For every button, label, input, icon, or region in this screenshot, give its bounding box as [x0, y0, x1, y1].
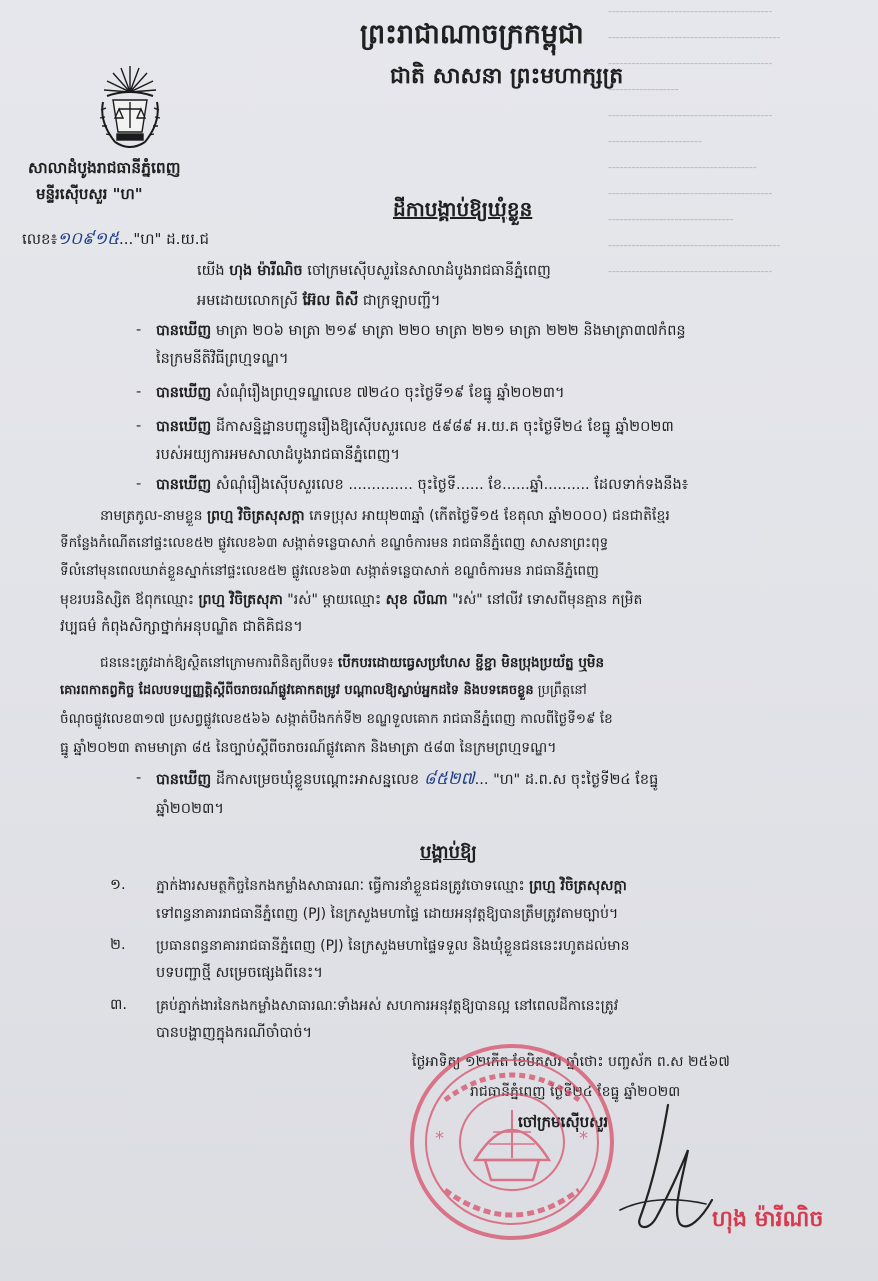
- seen-item-4: បានឃើញ សំណុំរឿងស៊ើបសួរលេខ .............. ចុះថ្ងៃទី...... ខែ......ឆ្នាំ.......... ដែលទាក់ទងនឹង៖: [156, 477, 689, 493]
- document-title: ដីកាបង្គាប់ឱ្យឃុំខ្លួន: [393, 197, 533, 221]
- court-emblem-icon: [95, 62, 165, 154]
- ref-suffix: "ហ" ដ.យ.ជ: [133, 230, 210, 248]
- order-item-3-line-b: បានបង្ហាញក្នុងករណីចាំបាច់។: [156, 1025, 313, 1041]
- seen-detention-line-1: បានឃើញ ដីកាសម្រេចឃុំខ្លួនបណ្ដោះអាសន្នលេខ ៨៥២៧... "ហ" ដ.ព.ស ចុះថ្ងៃទី២៤ ខែធ្នូ: [156, 769, 659, 789]
- svg-text:*: *: [435, 1128, 444, 1149]
- ref-number: ១០៩១៥: [57, 229, 119, 249]
- reference-line: លេខ៖១០៩១៥..."ហ" ដ.យ.ជ: [22, 229, 210, 249]
- order-item-3-number: ៣.: [110, 997, 127, 1013]
- person-line-1: នាមត្រកូល-នាមខ្លួន ព្រហ្ម វិចិត្រសុសក្តា ភេទប្រុស អាយុ២៣ឆ្នាំ (កើតថ្ងៃទី១៥ ខែតុលា ឆ្នាំ២០០០) ជនជាតិខ្មែរ: [100, 508, 670, 524]
- clerk-name: អ៊ែល ពិសី: [302, 293, 359, 309]
- mother-name: សុខ លីណា: [385, 592, 448, 608]
- charge-line-2: គោរពកាតព្វកិច្ច ដែលបទប្បញ្ញត្តិស្តីពីចរាចរណ៍ផ្លូវគោកតម្រូវ បណ្តាលឱ្យស្លាប់អ្នកដទៃ និងបទគេចខ្លួន ប្រព្រឹត្តនៅ: [60, 683, 587, 698]
- lunar-date: ថ្ងៃអាទិត្យ ១២កើត ខែមិគសិរ ឆ្នាំថោះ បញ្ចស័ក ព.ស ២៥៦៧: [412, 1054, 730, 1070]
- judge-name: ហុង ម៉ារីណិច: [229, 263, 303, 279]
- detention-number: ៨៥២៧: [423, 769, 475, 789]
- seen-item-3-line-b: របស់អយ្យការអមសាលាដំបូងរាជធានីភ្នំពេញ។: [156, 447, 400, 463]
- court-name: សាលាដំបូងរាជធានីភ្នំពេញ: [28, 159, 181, 177]
- solar-date: រាជធានីភ្នំពេញ ថ្ងៃទី២៤ ខែធ្នូ ឆ្នាំ២០២៣: [470, 1084, 681, 1100]
- order-item-1-number: ១.: [110, 877, 126, 893]
- person-line-3: ទីលំនៅមុនពេលឃាត់ខ្លួនស្នាក់នៅផ្ទះលេខ៥២ ផ្លូវលេខ៦៣ សង្កាត់ទន្លេបាសាក់ ខណ្ឌចំការមន រាជធានីភ្នំពេញ: [60, 563, 599, 579]
- order-item-2-line-b: បទបញ្ជាថ្មី សម្រេចផ្សេងពីនេះ។: [156, 965, 323, 981]
- seen-item-2: បានឃើញ សំណុំរឿងព្រហ្មទណ្ឌលេខ ៧២៤០ ចុះថ្ងៃទី១៩ ខែធ្នូ ឆ្នាំ២០២៣។: [156, 385, 565, 401]
- charge-line-1: ជននេះត្រូវដាក់ឱ្យស្ថិតនៅក្រោមការពិនិត្យពីបទ៖ បើកបរដោយធ្វេសប្រហែស ខ្ជីខ្ជា មិនប្រុងប្រយ័ត្ន ឬមិន: [100, 655, 605, 671]
- bullet-dash: -: [136, 770, 142, 786]
- person-line-5: វប្បធម៌ កំពុងសិក្សាថ្នាក់អនុបណ្ឌិត ជាតិគិជន។: [60, 619, 303, 635]
- order-item-3-line-a: គ្រប់ភ្នាក់ងារនៃកងកម្លាំងសាធារណៈទាំងអស់ សហការអនុវត្តឱ្យបានល្អ នៅពេលដីកានេះត្រូវ: [156, 998, 619, 1014]
- father-name: ព្រហ្ម វិចិត្រសុភា: [198, 592, 283, 608]
- ref-prefix: លេខ៖: [22, 230, 58, 248]
- bleed-through-texture: ╌╌╌╌╌╌╌╌╌╌╌╌╌╌╌╌╌╌╌╌╌ ╌╌╌╌╌╌╌╌╌╌╌╌╌╌╌╌╌╌╌╌╌╌ ╌╌╌╌╌╌╌╌╌╌╌╌╌╌╌╌╌╌╌╌╌ ╌╌╌╌╌╌╌╌╌ ╌╌╌╌╌╌╌╌╌╌╌╌╌╌╌╌╌╌╌╌╌ ╌╌╌╌╌╌╌╌╌╌╌╌ ╌╌╌╌╌╌╌╌╌╌╌╌╌╌╌╌╌╌╌ ╌╌╌╌╌╌╌╌╌╌╌╌╌╌╌╌╌╌╌╌╌ ╌╌╌╌╌╌╌╌╌╌╌╌╌╌╌╌ ╌╌╌╌╌╌╌╌╌╌╌╌╌╌╌╌╌╌╌╌╌╌ ╌╌╌╌╌╌╌╌╌╌╌╌╌╌╌╌╌╌╌╌╌: [608, 5, 781, 280]
- order-heading: បង្គាប់ឱ្យ: [420, 842, 477, 863]
- bullet-dash: -: [136, 476, 142, 492]
- accused-name: ព្រហ្ម វិចិត្រសុសក្តា: [207, 508, 305, 524]
- person-line-2: ទីកន្លែងកំណើតនៅផ្ទះលេខ៥២ ផ្លូវលេខ៦៣ សង្កាត់ទន្លេបាសាក់ ខណ្ឌចំការមន រាជធានីភ្នំពេញ សាសនាព្រះពុទ្ធ: [60, 535, 609, 551]
- clerk-office: មន្ទីរស៊ើបសួរ "ហ": [36, 185, 143, 203]
- charge-line-4: ធ្នូ ឆ្នាំ២០២៣ តាមមាត្រា ៨៥ នៃច្បាប់ស្តីពីចរាចរណ៍ផ្លូវគោក និងមាត្រា ៥៨៣ នៃក្រមព្រហ្មទណ្ឌ។: [60, 740, 557, 756]
- order-item-2-number: ២.: [110, 937, 126, 953]
- seen-item-3-line-a: បានឃើញ ដីកាសន្និដ្ឋានបញ្ជូនរឿងឱ្យស៊ើបសួរលេខ ៥៩៨៩ អ.យ.គ ចុះថ្ងៃទី២៤ ខែធ្នូ ឆ្នាំ២០២៣: [156, 419, 674, 435]
- intro-line-2: អមដោយលោកស្រី អ៊ែល ពិសី ជាក្រឡាបញ្ជី។: [197, 293, 441, 309]
- seen-detention-line-2: ឆ្នាំ២០២៣។: [156, 801, 224, 817]
- seen-item-1-line-a: បានឃើញ មាត្រា ២០៦ មាត្រា ២១៩ មាត្រា ២២០ មាត្រា ២២១ មាត្រា ២២២ និងមាត្រា៣៧កំពន្ធ: [156, 323, 686, 339]
- order-item-2-line-a: ប្រធានពន្ធនាគាររាជធានីភ្នំពេញ (PJ) នៃក្រសួងមហាផ្ទៃទទួល និងឃុំខ្លួនជននេះរហូតដល់មាន: [156, 938, 630, 954]
- svg-text:*: *: [579, 1128, 588, 1149]
- bullet-dash: -: [136, 418, 142, 434]
- signature-icon: [610, 1100, 720, 1240]
- signer-name: ហុង ម៉ារីណិច: [712, 1207, 824, 1232]
- national-motto: ជាតិ សាសនា ព្រះមហាក្សត្រ: [390, 64, 624, 89]
- seen-item-1-line-b: នៃក្រមនីតិវិធីព្រហ្មទណ្ឌ។: [156, 351, 289, 367]
- official-stamp-icon: [405, 1040, 620, 1245]
- bullet-dash: -: [136, 384, 142, 400]
- intro-line-1: យើង ហុង ម៉ារីណិច ចៅក្រមស៊ើបសួរនៃសាលាដំបូងរាជធានីភ្នំពេញ: [197, 263, 551, 279]
- charge-line-3: ចំណុចផ្លូវលេខ៣១៧ ប្រសព្វផ្លូវលេខ៥៦៦ សង្កាត់បឹងកក់ទី២ ខណ្ឌទួលគោក រាជធានីភ្នំពេញ កាលពីថ្ងៃទី១៩ ខែ: [60, 711, 613, 727]
- order-item-1-line-b: ទៅពន្ធនាគាររាជធានីភ្នំពេញ (PJ) នៃក្រសួងមហាផ្ទៃ ដោយអនុវត្តឱ្យបានត្រឹមត្រូវតាមច្បាប់។: [156, 906, 619, 922]
- kingdom-title: ព្រះរាជាណាចក្រកម្ពុជា: [360, 19, 584, 50]
- person-line-4: មុខរបរនិស្សិត ឪពុកឈ្មោះ ព្រហ្ម វិចិត្រសុភា "រស់" ម្ដាយឈ្មោះ សុខ លីណា "រស់" នៅលីវ ទោសពីមុនគ្មាន កម្រិត: [60, 592, 643, 608]
- bullet-dash: -: [136, 322, 142, 338]
- signer-role: ចៅក្រមស៊ើបសួរ: [518, 1113, 609, 1131]
- order-item-1-line-a: ភ្នាក់ងារសមត្ថកិច្ចនៃកងកម្លាំងសាធារណៈ ធ្វើការនាំខ្លួនជនត្រូវចោទឈ្មោះ ព្រហ្ម វិចិត្រសុសក្តា: [156, 878, 627, 894]
